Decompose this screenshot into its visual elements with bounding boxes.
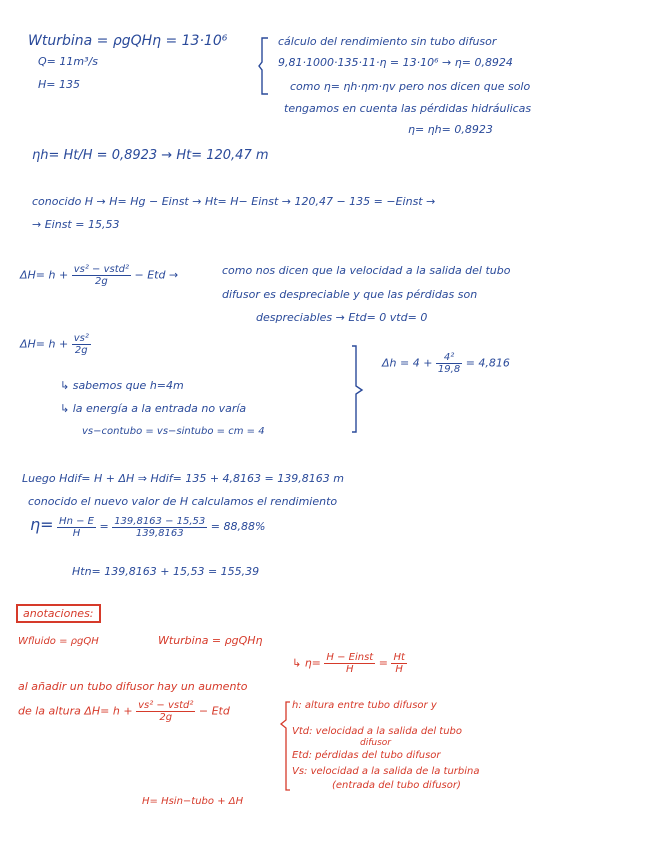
de-la-altura-line: de la altura ΔH= h + $\frac{\text{vs² − vstd²}}{2g}$ − Etd bbox=[18, 700, 230, 723]
brace-annotations bbox=[278, 700, 292, 792]
delta-h-formula: ΔH= h + $\frac{\text{vs² − vstd²}}{2g}$ − Etd → bbox=[20, 264, 179, 287]
brace-top bbox=[258, 36, 274, 96]
h-definition: h: altura entre tubo difusor y bbox=[292, 700, 437, 711]
conocido-line1: conocido H → H= Hg − Einst → Ht= H− Einst → 120,47 − 135 = −Einst → bbox=[32, 195, 436, 208]
delta-h-result: Δh = 4 + $\frac{\text{4²}}{19,8}$ = 4,816 bbox=[382, 352, 510, 375]
etd-definition: Etd: pérdidas del tubo difusor bbox=[292, 750, 441, 761]
delta-h2-formula: ΔH= h + $\frac{\text{vs²}}{2g}$ bbox=[20, 333, 89, 356]
delta-h-text1: como nos dicen que la velocidad a la salida del tubo bbox=[222, 264, 511, 277]
wturbina-formula: Wturbina = ρgQHη = 13·10⁶ bbox=[28, 33, 228, 49]
conocido-line2: → Einst = 15,53 bbox=[32, 218, 120, 231]
brace-middle bbox=[350, 344, 368, 434]
h-final-formula: H= Hsin−tubo + ΔH bbox=[142, 796, 244, 807]
anotaciones-title: anotaciones: bbox=[16, 604, 101, 623]
sabemos-line: ↳ sabemos que h=4m bbox=[60, 379, 184, 392]
tengamos-line: tengamos en cuenta las pérdidas hidráulicas bbox=[284, 102, 532, 115]
como-line: como η= ηh·ηm·ηv pero nos dicen que solo bbox=[290, 80, 531, 93]
eta-final-formula: η= $\frac{Hn - E}{H}$ = $\frac{139,8163 - 15,53}{139,8163}$ = 88,88% bbox=[30, 515, 266, 539]
eta-h-line: ηh= Ht/H = 0,8923 → Ht= 120,47 m bbox=[32, 148, 269, 163]
delta-h-text3: despreciables → Etd= 0 vtd= 0 bbox=[256, 311, 428, 324]
flow-value: Q= 11m³/s bbox=[38, 55, 98, 68]
energia-line: ↳ la energía a la entrada no varía bbox=[60, 402, 247, 415]
delta-h-text2: difusor es despreciable y que las pérdidas son bbox=[222, 288, 478, 301]
head-value: H= 135 bbox=[38, 78, 80, 91]
eta-h-value: η= ηh= 0,8923 bbox=[408, 123, 493, 136]
vs-definition-cont: (entrada del tubo difusor) bbox=[332, 780, 461, 791]
calc-line: 9,81·1000·135·11·η = 13·10⁶ → η= 0,8924 bbox=[278, 56, 513, 69]
wturbina-red-formula: Wturbina = ρgQHη bbox=[158, 634, 263, 647]
vs-line: vs−contubo = vs−sintubo = cm = 4 bbox=[82, 426, 265, 437]
luego-line1: Luego Hdif= H + ΔH ⇒ Hdif= 135 + 4,8163 = 139,8163 m bbox=[22, 472, 344, 485]
vtd-definition: Vtd: velocidad a la salida del tubo bbox=[292, 726, 463, 737]
eta-red-formula: ↳ η= $\frac{\text{H − Einst}}{H}$ = $\frac{Ht}{H}$ bbox=[292, 652, 405, 675]
luego-line2: conocido el nuevo valor de H calculamos el rendimiento bbox=[28, 495, 338, 508]
calc-title: cálculo del rendimiento sin tubo difusor bbox=[278, 35, 497, 48]
al-anadir-line: al añadir un tubo difusor hay un aumento bbox=[18, 680, 248, 693]
wfluido-formula: Wfluido = ρgQH bbox=[18, 636, 99, 647]
vs-definition: Vs: velocidad a la salida de la turbina bbox=[292, 766, 480, 777]
vtd-definition-cont: difusor bbox=[360, 738, 391, 748]
htn-line: Htn= 139,8163 + 15,53 = 155,39 bbox=[72, 565, 260, 578]
